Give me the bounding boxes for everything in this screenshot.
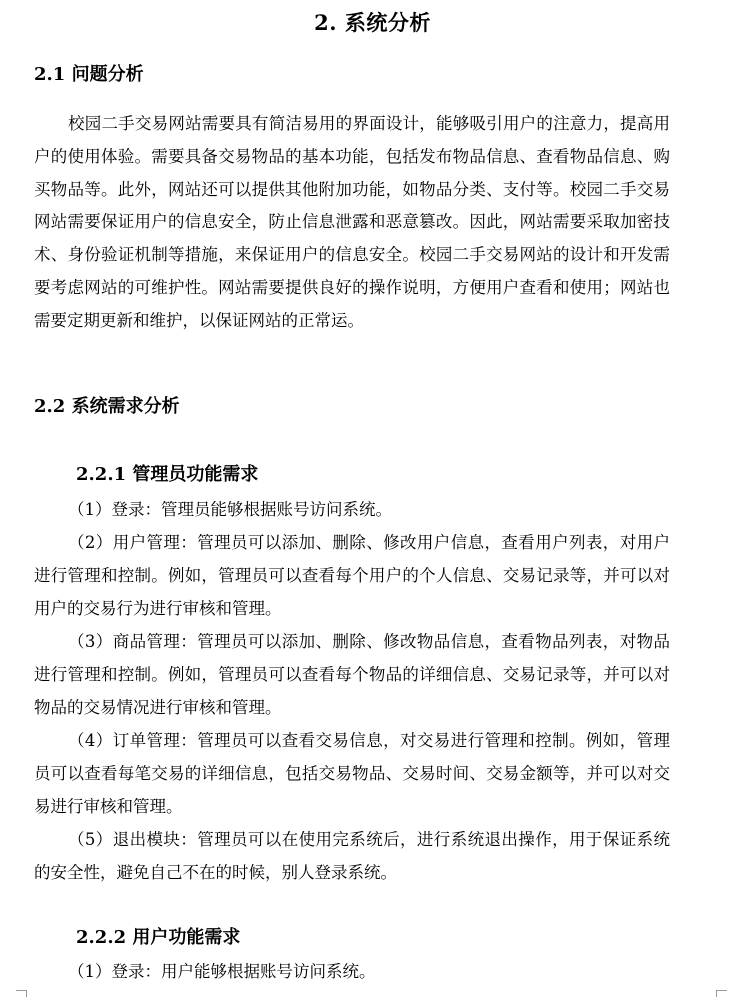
section-2-1-paragraph: 校园二手交易网站需要具有简洁易用的界面设计，能够吸引用户的注意力，提高用户的使用体验。需要具备交易物品的基本功能，包括发布物品信息、查看物品信息、购买物品等。此外，网站还可以提供其他附加功能，如物品分类、支付等。校园二手交易网站需要保证用户的信息安全，防止信息泄露和恶意篡改。因此，网站需要采取加密技术、身份验证机制等措施，来保证用户的信息安全。校园二手交易网站的设计和开发需要考虑网站的可维护性。网站需要提供良好的操作说明，方便用户查看和使用；网站也需要定期更新和维护，以保证网站的正常运。 <box>34 114 670 330</box>
section-heading-2-1: 2.1 问题分析 <box>34 64 144 85</box>
chapter-title: 2. 系统分析 <box>314 10 431 35</box>
section-heading-2-2: 2.2 系统需求分析 <box>34 396 180 417</box>
admin-requirement-logout: （5）退出模块：管理员可以在使用完系统后，进行系统退出操作，用于保证系统的安全性，避免自己不在的时候，别人登录系统。 <box>34 830 670 882</box>
section-heading-2-2-1: 2.2.1 管理员功能需求 <box>76 464 259 485</box>
admin-requirement-user-management: （2）用户管理：管理员可以添加、删除、修改用户信息，查看用户列表，对用户进行管理和控制。例如，管理员可以查看每个用户的个人信息、交易记录等，并可以对用户的交易行为进行审核和管理。 <box>34 533 670 618</box>
admin-requirement-item-management: （3）商品管理：管理员可以添加、删除、修改物品信息，查看物品列表，对物品进行管理和控制。例如，管理员可以查看每个物品的详细信息、交易记录等，并可以对物品的交易情况进行审核和管理。 <box>34 632 670 717</box>
admin-requirement-order-management: （4）订单管理：管理员可以查看交易信息，对交易进行管理和控制。例如，管理员可以查看每笔交易的详细信息，包括交易物品、交易时间、交易金额等，并可以对交易进行审核和管理。 <box>34 731 670 816</box>
admin-requirement-login: （1）登录：管理员能够根据账号访问系统。 <box>68 500 392 519</box>
section-heading-2-2-2: 2.2.2 用户功能需求 <box>76 927 241 948</box>
user-requirement-login: （1）登录：用户能够根据账号访问系统。 <box>68 962 376 981</box>
